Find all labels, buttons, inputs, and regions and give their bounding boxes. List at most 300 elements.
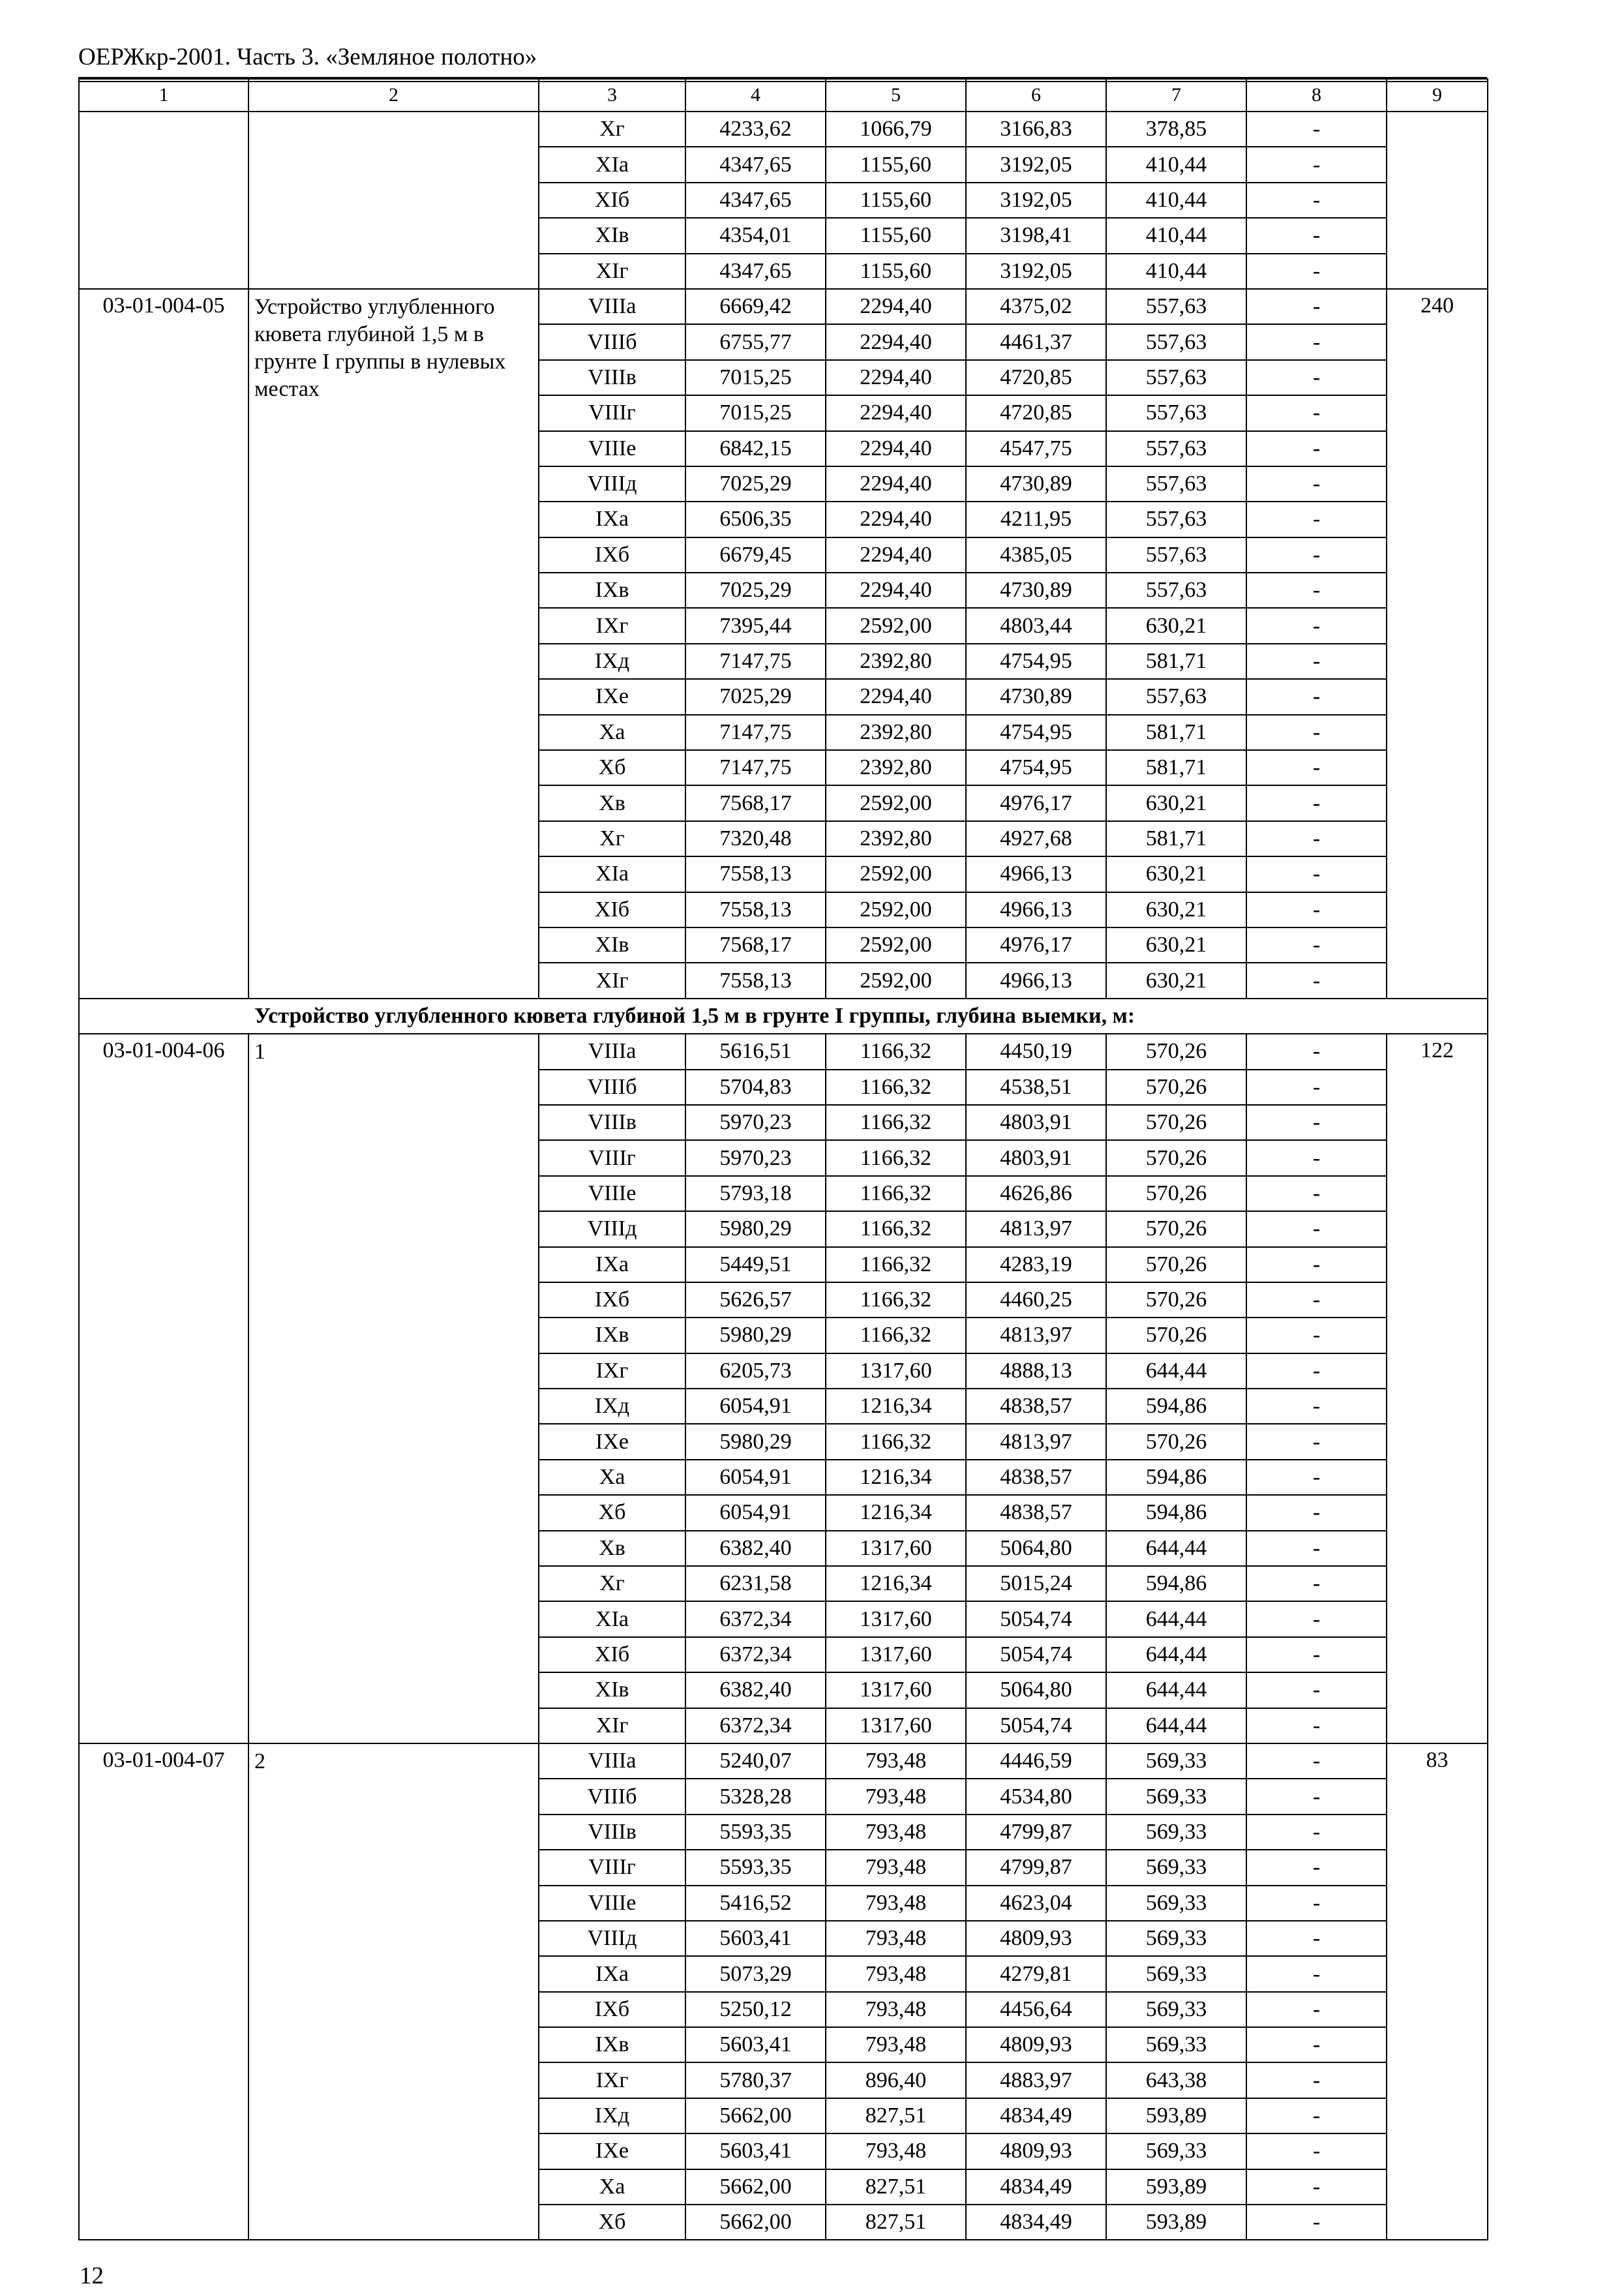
value-cell: 6054,91	[685, 1389, 826, 1424]
value-cell: 793,48	[826, 1779, 966, 1814]
value-cell: -	[1246, 2205, 1387, 2240]
value-cell: 4534,80	[966, 1779, 1106, 1814]
value-cell: 1155,60	[826, 218, 966, 253]
value-cell: 1216,34	[826, 1389, 966, 1424]
value-cell: 2592,00	[826, 927, 966, 963]
col9-cell: 83	[1387, 1743, 1488, 2240]
value-cell: 4354,01	[685, 218, 826, 253]
value-cell: 7395,44	[685, 608, 826, 643]
value-cell: 793,48	[826, 1956, 966, 1991]
region-cell: VIIIд	[539, 1211, 685, 1246]
region-cell: XIв	[539, 927, 685, 963]
value-cell: 1317,60	[826, 1708, 966, 1743]
rates-table	[78, 78, 1488, 2240]
value-cell: 593,89	[1106, 2169, 1246, 2205]
region-cell: VIIIе	[539, 1886, 685, 1921]
value-cell: -	[1246, 395, 1387, 430]
value-cell: 1166,32	[826, 1424, 966, 1459]
value-cell: 5064,80	[966, 1531, 1106, 1566]
value-cell: 4460,25	[966, 1282, 1106, 1318]
region-cell: XIб	[539, 892, 685, 927]
value-cell: 5449,51	[685, 1247, 826, 1282]
value-cell: 4809,93	[966, 1921, 1106, 1956]
value-cell: 7558,13	[685, 892, 826, 927]
value-cell: -	[1246, 324, 1387, 359]
value-cell: 630,21	[1106, 785, 1246, 821]
value-cell: 570,26	[1106, 1105, 1246, 1140]
value-cell: 570,26	[1106, 1424, 1246, 1459]
region-cell: IXд	[539, 1389, 685, 1424]
value-cell: 1166,32	[826, 1211, 966, 1246]
value-cell: 1155,60	[826, 147, 966, 182]
value-cell: 644,44	[1106, 1601, 1246, 1636]
value-cell: 410,44	[1106, 254, 1246, 289]
value-cell: 557,63	[1106, 573, 1246, 608]
value-cell: 7568,17	[685, 785, 826, 821]
value-cell: 4803,91	[966, 1140, 1106, 1175]
value-cell: -	[1246, 360, 1387, 395]
column-number: 7	[1106, 79, 1246, 112]
value-cell: -	[1246, 1105, 1387, 1140]
value-cell: 4754,95	[966, 644, 1106, 679]
work-name-cell	[248, 112, 539, 289]
region-cell: XIг	[539, 963, 685, 998]
col9-cell	[1387, 112, 1488, 289]
value-cell: 6679,45	[685, 537, 826, 573]
value-cell: -	[1246, 431, 1387, 466]
value-cell: 557,63	[1106, 502, 1246, 537]
value-cell: 6382,40	[685, 1672, 826, 1708]
value-cell: 2392,80	[826, 821, 966, 856]
value-cell: 7558,13	[685, 856, 826, 892]
value-cell: 4799,87	[966, 1850, 1106, 1885]
value-cell: 4813,97	[966, 1211, 1106, 1246]
value-cell: 6054,91	[685, 1495, 826, 1530]
value-cell: 7568,17	[685, 927, 826, 963]
value-cell: 5416,52	[685, 1886, 826, 1921]
value-cell: 3166,83	[966, 112, 1106, 147]
value-cell: 793,48	[826, 2027, 966, 2062]
region-cell: VIIIа	[539, 1034, 685, 1069]
column-number: 4	[685, 79, 826, 112]
column-number: 8	[1246, 79, 1387, 112]
value-cell: 5054,74	[966, 1708, 1106, 1743]
value-cell: 4834,49	[966, 2098, 1106, 2133]
value-cell: 4883,97	[966, 2062, 1106, 2098]
value-cell: 557,63	[1106, 431, 1246, 466]
value-cell: 3198,41	[966, 218, 1106, 253]
value-cell: -	[1246, 1672, 1387, 1708]
region-cell: Xб	[539, 750, 685, 785]
value-cell: 569,33	[1106, 1956, 1246, 1991]
value-cell: 7025,29	[685, 573, 826, 608]
value-cell: 4838,57	[966, 1460, 1106, 1495]
region-cell: XIв	[539, 1672, 685, 1708]
value-cell: 3192,05	[966, 147, 1106, 182]
value-cell: 2294,40	[826, 324, 966, 359]
value-cell: -	[1246, 466, 1387, 502]
value-cell: 1155,60	[826, 183, 966, 218]
value-cell: -	[1246, 1779, 1387, 1814]
value-cell: 4446,59	[966, 1743, 1106, 1779]
region-cell: VIIIб	[539, 1779, 685, 1814]
column-number: 5	[826, 79, 966, 112]
value-cell: 4730,89	[966, 573, 1106, 608]
value-cell: 827,51	[826, 2098, 966, 2133]
value-cell: -	[1246, 1815, 1387, 1850]
value-cell: -	[1246, 1211, 1387, 1246]
value-cell: -	[1246, 1353, 1387, 1389]
rate-code-cell: 03-01-004-06	[79, 1034, 248, 1743]
column-number: 9	[1387, 79, 1488, 112]
value-cell: 2592,00	[826, 785, 966, 821]
value-cell: -	[1246, 2098, 1387, 2133]
value-cell: 793,48	[826, 1850, 966, 1885]
value-cell: -	[1246, 112, 1387, 147]
value-cell: 594,86	[1106, 1460, 1246, 1495]
value-cell: 5970,23	[685, 1105, 826, 1140]
value-cell: 2392,80	[826, 750, 966, 785]
region-cell: Xг	[539, 112, 685, 147]
value-cell: 4834,49	[966, 2205, 1106, 2240]
value-cell: 7025,29	[685, 466, 826, 502]
work-name-cell: 1	[248, 1034, 539, 1743]
region-cell: IXг	[539, 2062, 685, 2098]
region-cell: VIIIд	[539, 1921, 685, 1956]
region-cell: VIIIв	[539, 360, 685, 395]
value-cell: -	[1246, 1460, 1387, 1495]
section-subheading-row	[79, 999, 1488, 1034]
value-cell: 1166,32	[826, 1282, 966, 1318]
value-cell: 2592,00	[826, 856, 966, 892]
value-cell: 5704,83	[685, 1070, 826, 1105]
rate-code-cell: 03-01-004-07	[79, 1743, 248, 2240]
value-cell: 570,26	[1106, 1282, 1246, 1318]
value-cell: 5980,29	[685, 1318, 826, 1353]
value-cell: 1317,60	[826, 1637, 966, 1672]
region-cell: IXд	[539, 2098, 685, 2133]
col9-cell: 122	[1387, 1034, 1488, 1743]
value-cell: 6669,42	[685, 289, 826, 324]
value-cell: 1166,32	[826, 1034, 966, 1069]
value-cell: 557,63	[1106, 360, 1246, 395]
value-cell: 827,51	[826, 2205, 966, 2240]
table-row	[79, 1743, 1488, 1779]
value-cell: 2294,40	[826, 431, 966, 466]
value-cell: 1166,32	[826, 1105, 966, 1140]
value-cell: -	[1246, 183, 1387, 218]
value-cell: 5603,41	[685, 2027, 826, 2062]
value-cell: 4279,81	[966, 1956, 1106, 1991]
value-cell: 2294,40	[826, 289, 966, 324]
region-cell: IXд	[539, 644, 685, 679]
value-cell: -	[1246, 2027, 1387, 2062]
value-cell: 4461,37	[966, 324, 1106, 359]
value-cell: 557,63	[1106, 289, 1246, 324]
value-cell: 6842,15	[685, 431, 826, 466]
value-cell: -	[1246, 1637, 1387, 1672]
region-cell: XIг	[539, 254, 685, 289]
value-cell: 5980,29	[685, 1211, 826, 1246]
value-cell: -	[1246, 963, 1387, 998]
value-cell: 5662,00	[685, 2098, 826, 2133]
col9-cell: 240	[1387, 289, 1488, 999]
value-cell: 581,71	[1106, 750, 1246, 785]
value-cell: -	[1246, 821, 1387, 856]
value-cell: 793,48	[826, 1743, 966, 1779]
value-cell: 827,51	[826, 2169, 966, 2205]
value-cell: 410,44	[1106, 218, 1246, 253]
value-cell: 4730,89	[966, 679, 1106, 714]
value-cell: 6755,77	[685, 324, 826, 359]
value-cell: -	[1246, 218, 1387, 253]
value-cell: 4803,44	[966, 608, 1106, 643]
value-cell: -	[1246, 1140, 1387, 1175]
value-cell: -	[1246, 1992, 1387, 2027]
value-cell: -	[1246, 2133, 1387, 2169]
value-cell: 557,63	[1106, 395, 1246, 430]
value-cell: 4211,95	[966, 502, 1106, 537]
value-cell: 4720,85	[966, 395, 1106, 430]
value-cell: 570,26	[1106, 1176, 1246, 1211]
region-cell: VIIIг	[539, 1850, 685, 1885]
value-cell: 593,89	[1106, 2098, 1246, 2133]
value-cell: 6054,91	[685, 1460, 826, 1495]
value-cell: 569,33	[1106, 2027, 1246, 2062]
value-cell: 4538,51	[966, 1070, 1106, 1105]
value-cell: 1216,34	[826, 1460, 966, 1495]
region-cell: IXа	[539, 1247, 685, 1282]
value-cell: 4888,13	[966, 1353, 1106, 1389]
region-cell: IXг	[539, 608, 685, 643]
value-cell: 4799,87	[966, 1815, 1106, 1850]
region-cell: XIа	[539, 856, 685, 892]
value-cell: 2392,80	[826, 644, 966, 679]
region-cell: Xб	[539, 2205, 685, 2240]
value-cell: 7147,75	[685, 644, 826, 679]
value-cell: 3192,05	[966, 183, 1106, 218]
value-cell: 594,86	[1106, 1566, 1246, 1601]
value-cell: -	[1246, 537, 1387, 573]
value-cell: 4813,97	[966, 1424, 1106, 1459]
value-cell: 2294,40	[826, 537, 966, 573]
value-cell: 644,44	[1106, 1531, 1246, 1566]
value-cell: 1317,60	[826, 1672, 966, 1708]
value-cell: 6205,73	[685, 1353, 826, 1389]
value-cell: 1066,79	[826, 112, 966, 147]
value-cell: 557,63	[1106, 324, 1246, 359]
value-cell: 5603,41	[685, 2133, 826, 2169]
region-cell: VIIIг	[539, 1140, 685, 1175]
value-cell: 4966,13	[966, 963, 1106, 998]
value-cell: -	[1246, 254, 1387, 289]
value-cell: 569,33	[1106, 2133, 1246, 2169]
value-cell: -	[1246, 856, 1387, 892]
value-cell: -	[1246, 679, 1387, 714]
region-cell: IXе	[539, 2133, 685, 2169]
value-cell: -	[1246, 147, 1387, 182]
value-cell: 2294,40	[826, 395, 966, 430]
value-cell: 5240,07	[685, 1743, 826, 1779]
value-cell: 569,33	[1106, 1743, 1246, 1779]
value-cell: -	[1246, 608, 1387, 643]
region-cell: VIIIв	[539, 1105, 685, 1140]
work-name-cell: 2	[248, 1743, 539, 2240]
region-cell: Xа	[539, 1460, 685, 1495]
rate-code-cell	[79, 112, 248, 289]
rate-code-cell: 03-01-004-05	[79, 289, 248, 999]
value-cell: 1166,32	[826, 1070, 966, 1105]
region-cell: XIв	[539, 218, 685, 253]
region-cell: IXе	[539, 679, 685, 714]
value-cell: 5780,37	[685, 2062, 826, 2098]
value-cell: -	[1246, 502, 1387, 537]
value-cell: 6506,35	[685, 502, 826, 537]
region-cell: XIг	[539, 1708, 685, 1743]
page-number: 12	[80, 2263, 104, 2289]
value-cell: 1317,60	[826, 1531, 966, 1566]
value-cell: 644,44	[1106, 1672, 1246, 1708]
value-cell: 2294,40	[826, 466, 966, 502]
value-cell: 2592,00	[826, 892, 966, 927]
region-cell: Xа	[539, 715, 685, 750]
page-header	[78, 39, 1487, 82]
region-cell: VIIIб	[539, 1070, 685, 1105]
region-cell: IXв	[539, 2027, 685, 2062]
value-cell: 4385,05	[966, 537, 1106, 573]
value-cell: 4347,65	[685, 147, 826, 182]
section-subheading: Устройство углубленного кювета глубиной 1,5 м в грунте I группы, глубина выемки, м:	[79, 999, 1488, 1034]
value-cell: 5328,28	[685, 1779, 826, 1814]
value-cell: 4838,57	[966, 1389, 1106, 1424]
value-cell: 5593,35	[685, 1815, 826, 1850]
region-cell: VIIIб	[539, 324, 685, 359]
region-cell: VIIIа	[539, 1743, 685, 1779]
value-cell: -	[1246, 2062, 1387, 2098]
value-cell: 4283,19	[966, 1247, 1106, 1282]
value-cell: 569,33	[1106, 1992, 1246, 2027]
table-body	[79, 79, 1488, 2240]
value-cell: 569,33	[1106, 1886, 1246, 1921]
region-cell: Xа	[539, 2169, 685, 2205]
value-cell: 643,38	[1106, 2062, 1246, 2098]
value-cell: 4450,19	[966, 1034, 1106, 1069]
value-cell: 4809,93	[966, 2133, 1106, 2169]
value-cell: 5626,57	[685, 1282, 826, 1318]
value-cell: 630,21	[1106, 927, 1246, 963]
value-cell: 3192,05	[966, 254, 1106, 289]
value-cell: 630,21	[1106, 963, 1246, 998]
table-row	[79, 112, 1488, 147]
value-cell: 4547,75	[966, 431, 1106, 466]
value-cell: -	[1246, 1070, 1387, 1105]
value-cell: 4966,13	[966, 892, 1106, 927]
value-cell: 5980,29	[685, 1424, 826, 1459]
region-cell: VIIIа	[539, 289, 685, 324]
value-cell: -	[1246, 785, 1387, 821]
value-cell: 6372,34	[685, 1601, 826, 1636]
value-cell: -	[1246, 1318, 1387, 1353]
value-cell: 581,71	[1106, 821, 1246, 856]
value-cell: 569,33	[1106, 1921, 1246, 1956]
value-cell: 1166,32	[826, 1247, 966, 1282]
value-cell: 793,48	[826, 1815, 966, 1850]
document-title: ОЕРЖкр-2001. Часть 3. «Земляное полотно»	[78, 44, 537, 70]
value-cell: 5970,23	[685, 1140, 826, 1175]
value-cell: 570,26	[1106, 1140, 1246, 1175]
value-cell: 1216,34	[826, 1566, 966, 1601]
value-cell: 4803,91	[966, 1105, 1106, 1140]
region-cell: XIа	[539, 147, 685, 182]
region-cell: IXв	[539, 1318, 685, 1353]
rates-table-container	[78, 78, 1488, 2240]
value-cell: 630,21	[1106, 856, 1246, 892]
value-cell: 4966,13	[966, 856, 1106, 892]
value-cell: 4626,86	[966, 1176, 1106, 1211]
value-cell: 581,71	[1106, 644, 1246, 679]
region-cell: XIб	[539, 1637, 685, 1672]
value-cell: -	[1246, 2169, 1387, 2205]
value-cell: 7558,13	[685, 963, 826, 998]
table-row	[79, 289, 1488, 324]
region-cell: Xг	[539, 821, 685, 856]
value-cell: 378,85	[1106, 112, 1246, 147]
region-cell: VIIIд	[539, 466, 685, 502]
region-cell: VIIIв	[539, 1815, 685, 1850]
value-cell: 7025,29	[685, 679, 826, 714]
value-cell: 1216,34	[826, 1495, 966, 1530]
region-cell: IXа	[539, 502, 685, 537]
region-cell: IXа	[539, 1956, 685, 1991]
value-cell: 4927,68	[966, 821, 1106, 856]
value-cell: -	[1246, 1424, 1387, 1459]
value-cell: -	[1246, 644, 1387, 679]
value-cell: 1317,60	[826, 1353, 966, 1389]
value-cell: 6372,34	[685, 1637, 826, 1672]
value-cell: 4375,02	[966, 289, 1106, 324]
value-cell: 2294,40	[826, 679, 966, 714]
value-cell: 594,86	[1106, 1495, 1246, 1530]
value-cell: -	[1246, 1601, 1387, 1636]
value-cell: 4976,17	[966, 927, 1106, 963]
value-cell: 4813,97	[966, 1318, 1106, 1353]
value-cell: 5054,74	[966, 1601, 1106, 1636]
value-cell: 1166,32	[826, 1140, 966, 1175]
value-cell: -	[1246, 1850, 1387, 1885]
value-cell: -	[1246, 715, 1387, 750]
value-cell: 644,44	[1106, 1353, 1246, 1389]
value-cell: 569,33	[1106, 1815, 1246, 1850]
work-name-cell: Устройство углубленного кювета глубиной 1,5 м в грунте I группы в нулевых местах	[248, 289, 539, 999]
value-cell: 2392,80	[826, 715, 966, 750]
value-cell: 793,48	[826, 1992, 966, 2027]
column-number: 3	[539, 79, 685, 112]
table-row	[79, 1034, 1488, 1069]
region-cell: VIIIе	[539, 431, 685, 466]
value-cell: 4976,17	[966, 785, 1106, 821]
value-cell: 581,71	[1106, 715, 1246, 750]
value-cell: 6372,34	[685, 1708, 826, 1743]
value-cell: 5250,12	[685, 1992, 826, 2027]
value-cell: 5603,41	[685, 1921, 826, 1956]
value-cell: 570,26	[1106, 1318, 1246, 1353]
value-cell: 7147,75	[685, 715, 826, 750]
value-cell: 570,26	[1106, 1070, 1246, 1105]
value-cell: 5662,00	[685, 2169, 826, 2205]
value-cell: 4347,65	[685, 254, 826, 289]
region-cell: IXб	[539, 1282, 685, 1318]
value-cell: 4834,49	[966, 2169, 1106, 2205]
